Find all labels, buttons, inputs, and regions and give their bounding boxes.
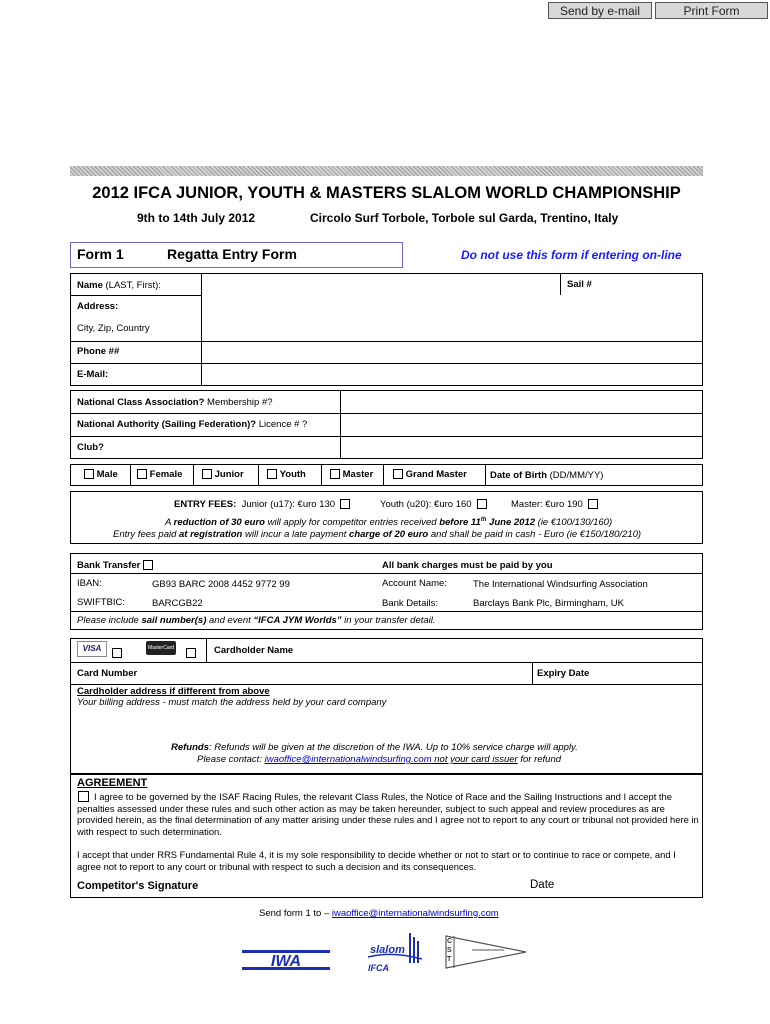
female-option[interactable]: Female xyxy=(137,469,182,480)
nca-label: National Class Association? Membership #? xyxy=(77,397,273,408)
send-form-email-link[interactable]: iwaoffice@internationalwindsurfing.com xyxy=(331,908,499,919)
date-field[interactable] xyxy=(560,876,700,896)
refunds-note: Refunds: Refunds will be given at the discretion of the IWA. Up to 10% service charge will apply. xyxy=(171,742,578,753)
expiry-date-field[interactable] xyxy=(600,664,701,683)
account-name-label: Account Name: xyxy=(382,578,447,589)
fee-master-checkbox[interactable] xyxy=(588,499,598,509)
agreement-text: I agree to be governed by the ISAF Racing Rules, the relevant Class Rules, the Notice of Race and the Sailing Instructions and I accept the penalties assessed under these rules and such other action as may be taken hereunder, subject to such appeal and review procedures as are provided herein, as the final determination of any matter arising under these rules and I agree not to report to any court or tribunal not provided here in with respect to such determination. xyxy=(77,791,699,837)
expiry-date-label: Expiry Date xyxy=(537,668,590,679)
svg-text:IWA: IWA xyxy=(270,953,302,970)
cardholder-name-field[interactable] xyxy=(300,640,701,661)
iwa-logo xyxy=(242,950,330,970)
swift-label: SWIFTBIC: xyxy=(77,597,126,608)
name-label: Name (LAST, First): xyxy=(77,280,161,291)
licence-field[interactable] xyxy=(342,415,701,435)
form-name: Regatta Entry Form xyxy=(167,246,297,262)
email-label: E-Mail: xyxy=(77,369,109,380)
club-label: Club? xyxy=(77,442,104,453)
bank-transfer-option[interactable]: Bank Transfer xyxy=(77,560,153,571)
online-notice: Do not use this form if entering on-line xyxy=(461,248,682,262)
swift-value: BARCGB22 xyxy=(152,598,203,609)
card-number-field[interactable] xyxy=(145,664,530,683)
fee-youth-checkbox[interactable] xyxy=(477,499,487,509)
refund-contact-note: Please contact: iwaoffice@internationalwindsurfing.com not your card issuer for refund xyxy=(197,754,562,765)
cardholder-address-title: Cardholder address if different from above xyxy=(77,686,270,697)
bank-charges-note: All bank charges must be paid by you xyxy=(382,560,553,571)
iban-label: IBAN: xyxy=(77,578,102,589)
bank-details-label: Bank Details: xyxy=(382,598,438,609)
name-field[interactable] xyxy=(203,275,558,294)
bank-transfer-checkbox[interactable] xyxy=(143,560,153,570)
sail-number-label: Sail # xyxy=(567,279,592,290)
dob-field[interactable] xyxy=(613,466,701,484)
ifca-slalom-logo xyxy=(366,933,424,973)
junior-option[interactable]: Junior xyxy=(202,469,244,480)
youth-option[interactable]: Youth xyxy=(267,469,306,480)
mastercard-checkbox[interactable] xyxy=(186,648,196,658)
fee-youth: Youth (u20): €uro 160 xyxy=(380,499,487,510)
phone-field[interactable] xyxy=(203,343,701,362)
event-venue: Circolo Surf Torbole, Torbole sul Garda, Trentino, Italy xyxy=(310,211,619,225)
refund-email-link[interactable]: iwaoffice@internationalwindsurfing.com xyxy=(264,754,432,765)
visa-checkbox[interactable] xyxy=(112,648,122,658)
dob-label: Date of Birth (DD/MM/YY) xyxy=(490,470,604,481)
bank-details-value: Barclays Bank Plc, Birmingham, UK xyxy=(473,598,624,609)
membership-field[interactable] xyxy=(342,392,701,412)
grand-master-option[interactable]: Grand Master xyxy=(393,469,467,480)
cst-logo-letters: C S T xyxy=(447,938,453,963)
cst-logo xyxy=(444,934,528,970)
rule4-text: I accept that under RRS Fundamental Rule 4, it is my sole responsibility to decide whether or not to start or to continue to race or compete, and I agree not to report to any court or tribunal with respect to such a decision and its consequences. xyxy=(77,849,676,872)
cardholder-address-note: Your billing address - must match the address held by your card company xyxy=(77,697,387,708)
svg-text:slalom: slalom xyxy=(370,944,405,956)
youth-checkbox[interactable] xyxy=(267,469,277,479)
agreement-title: AGREEMENT xyxy=(77,777,148,789)
phone-label: Phone ## xyxy=(77,346,120,357)
print-form-button[interactable]: Print Form xyxy=(655,2,768,19)
page-title: 2012 IFCA JUNIOR, YOUTH & MASTERS SLALOM WORLD CHAMPIONSHIP xyxy=(92,184,681,202)
fee-master: Master: €uro 190 xyxy=(511,499,598,510)
transfer-reference-note: Please include sail number(s) and event “IFCA JYM Worlds” in your transfer detail. xyxy=(77,615,436,626)
cardholder-address-field[interactable] xyxy=(77,710,701,736)
national-authority-label: National Authority (Sailing Federation)? Licence # ? xyxy=(77,419,308,430)
grand-master-checkbox[interactable] xyxy=(393,469,403,479)
address-field[interactable] xyxy=(203,297,701,340)
male-option[interactable]: Male xyxy=(84,469,118,480)
card-number-label: Card Number xyxy=(77,668,138,679)
fee-junior-checkbox[interactable] xyxy=(340,499,350,509)
email-field[interactable] xyxy=(203,365,701,384)
club-field[interactable] xyxy=(342,438,701,458)
date-label: Date xyxy=(530,879,555,891)
event-dates: 9th to 14th July 2012 xyxy=(137,211,256,225)
male-checkbox[interactable] xyxy=(84,469,94,479)
address-label: Address: xyxy=(77,301,119,312)
junior-checkbox[interactable] xyxy=(202,469,212,479)
late-charge-note: Entry fees paid at registration will incur a late payment charge of 20 euro and shall be paid in cash - Euro (ie €150/180/210) xyxy=(113,529,642,540)
cardholder-name-label: Cardholder Name xyxy=(214,645,294,656)
visa-logo: VISA xyxy=(77,641,107,657)
early-reduction-note: A reduction of 30 euro will apply for competitor entries received before 11th June 2012 (ie €100/130/160) xyxy=(165,517,613,529)
iban-value: GB93 BARC 2008 4452 9772 99 xyxy=(152,579,290,590)
master-checkbox[interactable] xyxy=(330,469,340,479)
send-email-button[interactable]: Send by e-mail xyxy=(548,2,652,19)
mastercard-logo: MasterCard xyxy=(146,641,176,655)
form-number: Form 1 xyxy=(77,246,124,262)
account-name-value: The International Windsurfing Association xyxy=(473,579,648,590)
signature-field[interactable] xyxy=(215,876,515,896)
master-option[interactable]: Master xyxy=(330,469,373,480)
sail-number-field[interactable] xyxy=(605,275,701,294)
send-form-note: Send form 1 to – iwaoffice@internationalwindsurfing.com xyxy=(259,908,499,919)
svg-text:IFCA: IFCA xyxy=(368,963,389,973)
city-label: City, Zip, Country xyxy=(77,323,150,334)
female-checkbox[interactable] xyxy=(137,469,147,479)
header-band xyxy=(70,166,703,176)
fee-junior: ENTRY FEES: Junior (u17): €uro 130 xyxy=(174,499,350,510)
signature-label: Competitor's Signature xyxy=(77,880,199,892)
